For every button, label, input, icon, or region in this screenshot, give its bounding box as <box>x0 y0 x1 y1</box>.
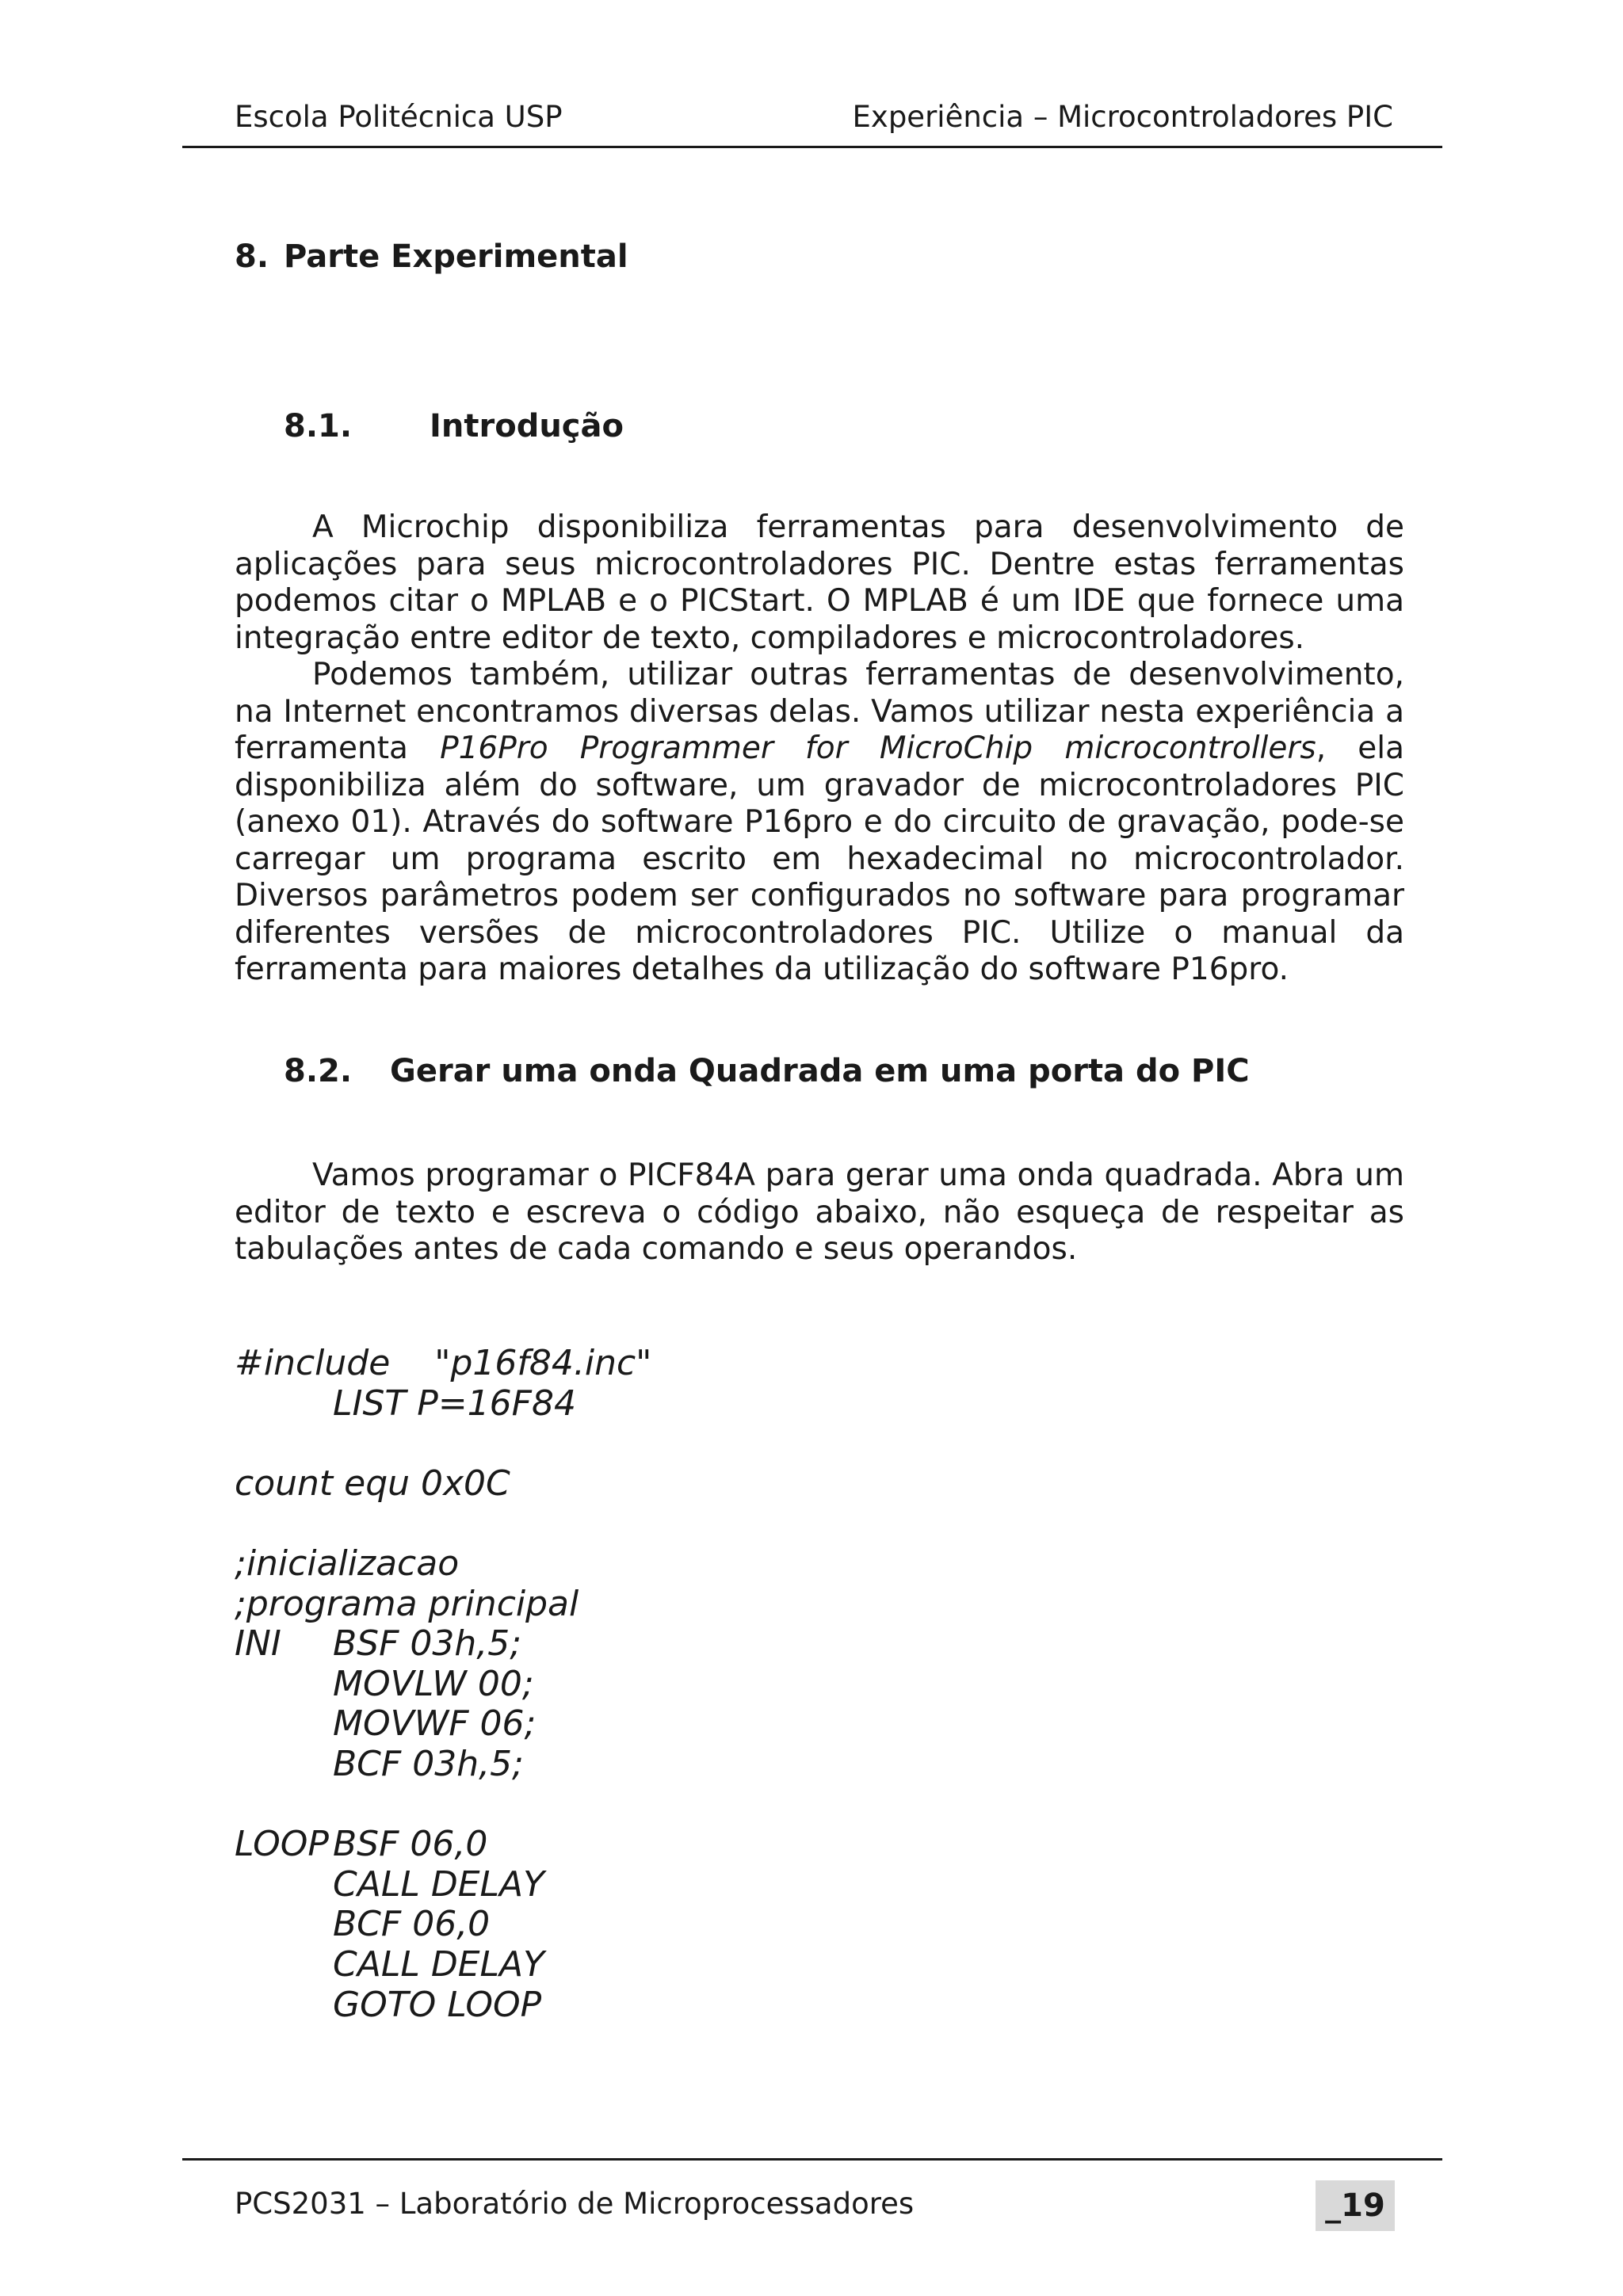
footer-rule <box>182 2158 1442 2161</box>
code-include-file: "p16f84.inc" <box>434 1343 652 1383</box>
subsection-title: Gerar uma onda Quadrada em uma porta do PIC <box>390 1053 1250 1089</box>
code-label: LOOP <box>235 1824 329 1865</box>
code-listing <box>235 1344 651 2025</box>
section-number: 8. <box>235 238 269 275</box>
code-instruction: MOVLW 00; <box>333 1663 534 1704</box>
code-instruction: CALL DELAY <box>333 1943 545 1985</box>
code-line <box>235 1945 651 1985</box>
code-include-keyword: #include <box>235 1343 391 1383</box>
code-line <box>235 1745 651 1785</box>
intro-text <box>235 509 1404 989</box>
subsection-heading-square-wave <box>284 1051 1250 1092</box>
code-line <box>235 1544 651 1585</box>
code-line <box>235 1905 651 1945</box>
header-school: Escola Politécnica USP <box>235 100 563 134</box>
intro-paragraph-2-start: Podemos também, utilizar outras ferramentas de desenvolvimento, na Internet encontramos diversas delas. Vamos utilizar nesta experiência a ferramenta <box>235 657 1404 766</box>
subsection-title: Introdução <box>430 408 624 444</box>
square-wave-paragraph: Vamos programar o PICF84A para gerar uma onda quadrada. Abra um editor de texto e escreva o código abaixo, não esqueça de respeitar as tabulações antes de cada comando e seus operandos. <box>235 1158 1404 1267</box>
code-list-directive: LIST P=16F84 <box>333 1383 576 1424</box>
subsection-number: 8.2. <box>284 1053 353 1089</box>
code-instruction: MOVWF 06; <box>333 1703 537 1745</box>
code-line <box>235 1704 651 1745</box>
subsection-number: 8.1. <box>284 408 353 444</box>
code-instruction: BSF 06,0 <box>333 1824 488 1865</box>
page-number: _19 <box>1316 2180 1395 2231</box>
code-comment: ;inicializacao <box>235 1543 460 1584</box>
header-title: Experiência – Microcontroladores PIC <box>852 100 1393 134</box>
code-line <box>235 1825 651 1865</box>
code-line <box>235 1585 651 1625</box>
code-instruction: BSF 03h,5; <box>333 1623 522 1665</box>
intro-paragraph-1: A Microchip disponibiliza ferramentas para desenvolvimento de aplicações para seus microcontroladores PIC. Dentre estas ferramentas podemos citar o MPLAB e o PICStart. O MPLAB é um IDE que fornece uma integração entre editor de texto, compiladores e microcontroladores. <box>235 509 1404 656</box>
code-instruction: CALL DELAY <box>333 1863 545 1905</box>
tool-name: P16Pro Programmer for MicroChip microcontrollers <box>440 730 1316 766</box>
section-heading <box>235 236 628 277</box>
code-line <box>235 1464 651 1505</box>
code-instruction: GOTO LOOP <box>333 1984 542 2025</box>
code-line <box>235 1624 651 1665</box>
footer-course: PCS2031 – Laboratório de Microprocessadores <box>235 2187 915 2221</box>
header-rule <box>182 146 1442 148</box>
code-line <box>235 1344 651 1384</box>
code-line <box>235 1665 651 1705</box>
code-instruction: BCF 06,0 <box>333 1904 491 1945</box>
code-comment: ;programa principal <box>235 1583 579 1624</box>
code-instruction: BCF 03h,5; <box>333 1743 524 1784</box>
intro-paragraph-2 <box>235 657 1404 989</box>
code-line <box>235 1985 651 2026</box>
subsection-heading-intro <box>284 406 624 447</box>
code-line <box>235 1865 651 1905</box>
code-line <box>235 1384 651 1425</box>
code-label: INI <box>235 1623 281 1665</box>
code-count-equ: count equ 0x0C <box>235 1463 510 1504</box>
intro-paragraph-2-end: , ela disponibiliza além do software, um gravador de microcontroladores PIC (anexo 01). Através do software P16pro e do circuito de gravação, pode-se carregar um programa escrito em hexadecimal no microcontrolador. Diversos parâmetros podem ser configurados no software para programar diferentes versões de microcontroladores PIC. Utilize o manual da ferramenta para maiores detalhes da utilização do software P16pro. <box>235 730 1404 987</box>
square-wave-text <box>235 1158 1404 1268</box>
section-title: Parte Experimental <box>284 238 628 275</box>
